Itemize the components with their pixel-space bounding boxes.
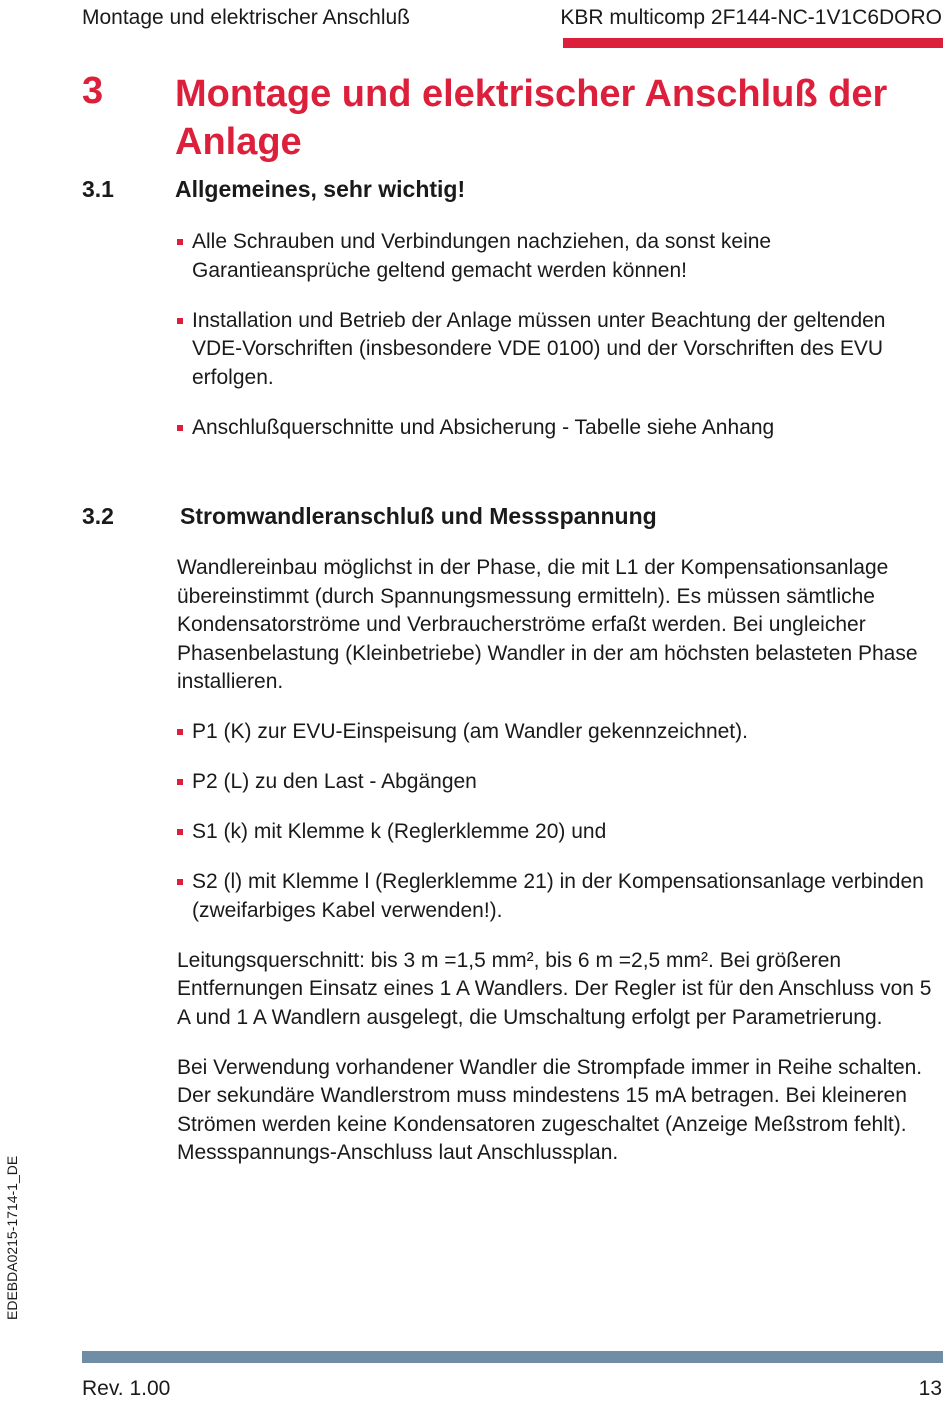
section-3-2-intro-paragraph: Wandlereinbau möglichst in der Phase, die mit L1 der Kompensationsanlage übereinstimmt (durch Spannungsmessung ermitteln). Es müssen sämtliche Kondensatorströme und Verbraucherströme erfaßt werden. Bei ungleicher Phasenbelastung (Kleinbetriebe) Wandler in der am höchsten belasteten Phase installieren. [177,556,918,693]
section-3-1-number: 3.1 [82,176,114,202]
document-code-vertical: EDEBDA0215-1714-1_DE [4,1155,20,1320]
bullet-square-icon [177,879,183,885]
section-3-2-number: 3.2 [82,503,114,529]
list-item-text: Anschlußquerschnitte und Absicherung - Tabelle siehe Anhang [192,415,775,439]
page-number: 13 [918,1377,942,1400]
bullet-square-icon [177,779,183,785]
header-accent-bar [563,38,943,48]
section-3-1-bullet-list [177,228,939,442]
chapter-number: 3 [82,70,104,112]
bullet-square-icon [177,239,183,245]
section-3-2-title: Stromwandleranschluß und Messspannung [180,503,657,529]
list-item-text: Installation und Betrieb der Anlage müssen unter Beachtung der geltenden VDE-Vorschriften (insbesondere VDE 0100) und der Vorschriften des EVU erfolgen. [192,308,886,389]
list-item [177,228,939,285]
header-chapter-label: Montage und elektrischer Anschluß [82,6,411,29]
bullet-square-icon [177,425,183,431]
list-item [177,718,939,747]
section-3-1-title: Allgemeines, sehr wichtig! [175,176,466,202]
footer-revision: Rev. 1.00 [82,1377,171,1400]
list-item-text: P2 (L) zu den Last - Abgängen [192,770,477,793]
list-item [177,868,939,925]
section-3-2-cable-paragraph: Leitungsquerschnitt: bis 3 m =1,5 mm², bis 6 m =2,5 mm². Bei größeren Entfernungen Einsatz eines 1 A Wandlers. Der Regler ist für den Anschluss von 5 A und 1 A Wandlern ausgelegt, die Umschaltung erfolgt per Parametrierung. [177,948,932,1029]
list-item [177,307,939,393]
section-3-2-body [177,554,939,1168]
section-3-1-body [177,228,939,442]
header-document-title: KBR multicomp 2F144-NC-1V1C6DORO [560,6,942,29]
section-3-2-transformer-paragraph: Bei Verwendung vorhandener Wandler die Strompfade immer in Reihe schalten. Der sekundäre Wandlerstrom muss mindestens 15 mA betragen. Bei kleineren Strömen werden keine Kondensatoren zugeschaltet (Anzeige Meßstrom fehlt). Messspannungs-Anschluss laut Anschlussplan. [177,1055,923,1164]
list-item-text: S2 (l) mit Klemme l (Reglerklemme 21) in der Kompensationsanlage verbinden (zweifarbiges Kabel verwenden!). [192,870,924,922]
list-item-text: S1 (k) mit Klemme k (Reglerklemme 20) und [192,820,607,843]
chapter-title: Montage und elektrischer Anschluß der Anlage [175,73,888,163]
bullet-square-icon [177,729,183,735]
list-item [177,768,939,797]
footer-bar [82,1351,943,1363]
bullet-square-icon [177,829,183,835]
list-item-text: P1 (K) zur EVU-Einspeisung (am Wandler gekennzeichnet). [192,720,748,743]
section-3-2-bullet-list [177,718,939,925]
list-item [177,818,939,847]
list-item [177,414,939,443]
list-item-text: Alle Schrauben und Verbindungen nachziehen, da sonst keine Garantieansprüche geltend gemacht werden können! [192,230,772,282]
bullet-square-icon [177,318,183,324]
